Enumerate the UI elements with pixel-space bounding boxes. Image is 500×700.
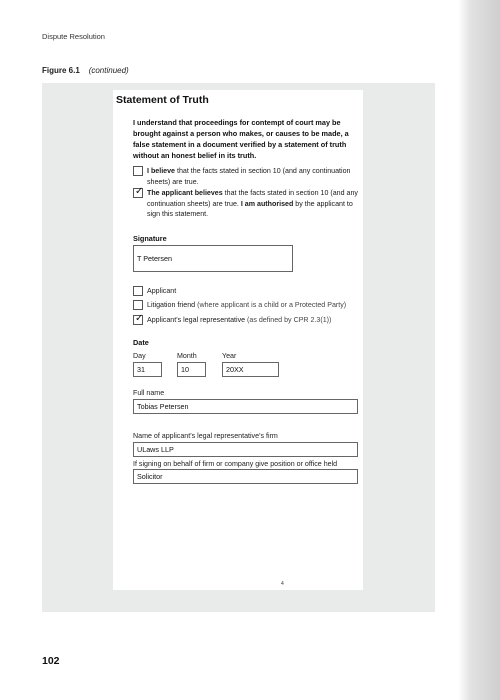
belief-option-1[interactable] — [133, 166, 363, 187]
belief-option-2-text: that the facts stated in section 10 (and any continuation sheets) are true. — [147, 189, 358, 208]
signer-option-2-label: Litigation friend — [147, 301, 196, 309]
signer-option-applicant[interactable] — [133, 286, 363, 297]
figure-caption — [42, 66, 129, 75]
signer-option-1-label: Applicant — [147, 287, 177, 295]
page-edge-shadow — [458, 0, 500, 700]
position-label: If signing on behalf of firm or company give position or office held — [133, 460, 338, 468]
belief-option-2-bold: The applicant believes — [147, 189, 223, 197]
litigation-friend-checkbox[interactable] — [133, 300, 143, 310]
belief-checkbox-2[interactable] — [133, 188, 143, 198]
belief-option-2-bold2: I am authorised — [240, 199, 294, 208]
signature-label: Signature — [133, 234, 167, 243]
signer-option-3-note: (as defined by CPR 2.3(1)) — [245, 316, 332, 324]
figure-continued: (continued) — [88, 66, 129, 75]
full-name-label: Full name — [133, 389, 165, 397]
belief-option-2-text2: by the applicant to sign this statement. — [147, 199, 353, 218]
legal-representative-checkbox[interactable] — [133, 315, 143, 325]
month-label: Month — [177, 352, 197, 360]
belief-checkbox-1[interactable] — [133, 166, 143, 176]
form-sheet — [113, 90, 363, 590]
check-icon: ✓ — [135, 186, 144, 197]
year-label: Year — [222, 352, 237, 360]
signature-field[interactable]: T Petersen — [133, 245, 293, 272]
date-label: Date — [133, 338, 149, 347]
belief-option-2[interactable] — [133, 188, 363, 220]
signer-option-litigation-friend[interactable] — [133, 300, 363, 311]
firm-field[interactable]: ULaws LLP — [133, 442, 358, 457]
belief-option-1-text: that the facts stated in section 10 (and any continuation sheets) are true. — [147, 167, 351, 186]
page-number: 102 — [42, 655, 60, 667]
form-title: Statement of Truth — [116, 94, 209, 106]
sheet-page-number: 4 — [281, 581, 284, 587]
signer-option-3-label: Applicant’s legal representative — [147, 316, 246, 324]
year-field[interactable]: 20XX — [222, 362, 279, 377]
position-field[interactable]: Solicitor — [133, 469, 358, 484]
signer-option-legal-representative[interactable] — [133, 315, 363, 326]
belief-option-1-bold: I believe — [147, 167, 175, 175]
day-label: Day — [133, 352, 146, 360]
intro-statement: I understand that proceedings for contempt of court may be brought against a person who makes, or causes to be made, a false statement in a document verified by a statement of truth without an honest belief in its truth. — [133, 118, 349, 160]
running-head: Dispute Resolution — [42, 32, 105, 41]
signer-option-2-note: (where applicant is a child or a Protected Party) — [195, 301, 347, 309]
month-field[interactable]: 10 — [177, 362, 206, 377]
day-field[interactable]: 31 — [133, 362, 162, 377]
firm-label: Name of applicant’s legal representative’s firm — [133, 432, 278, 440]
full-name-field[interactable]: Tobias Petersen — [133, 399, 358, 414]
applicant-checkbox[interactable] — [133, 286, 143, 296]
check-icon: ✓ — [135, 313, 144, 324]
figure-label: Figure 6.1 — [42, 66, 80, 75]
